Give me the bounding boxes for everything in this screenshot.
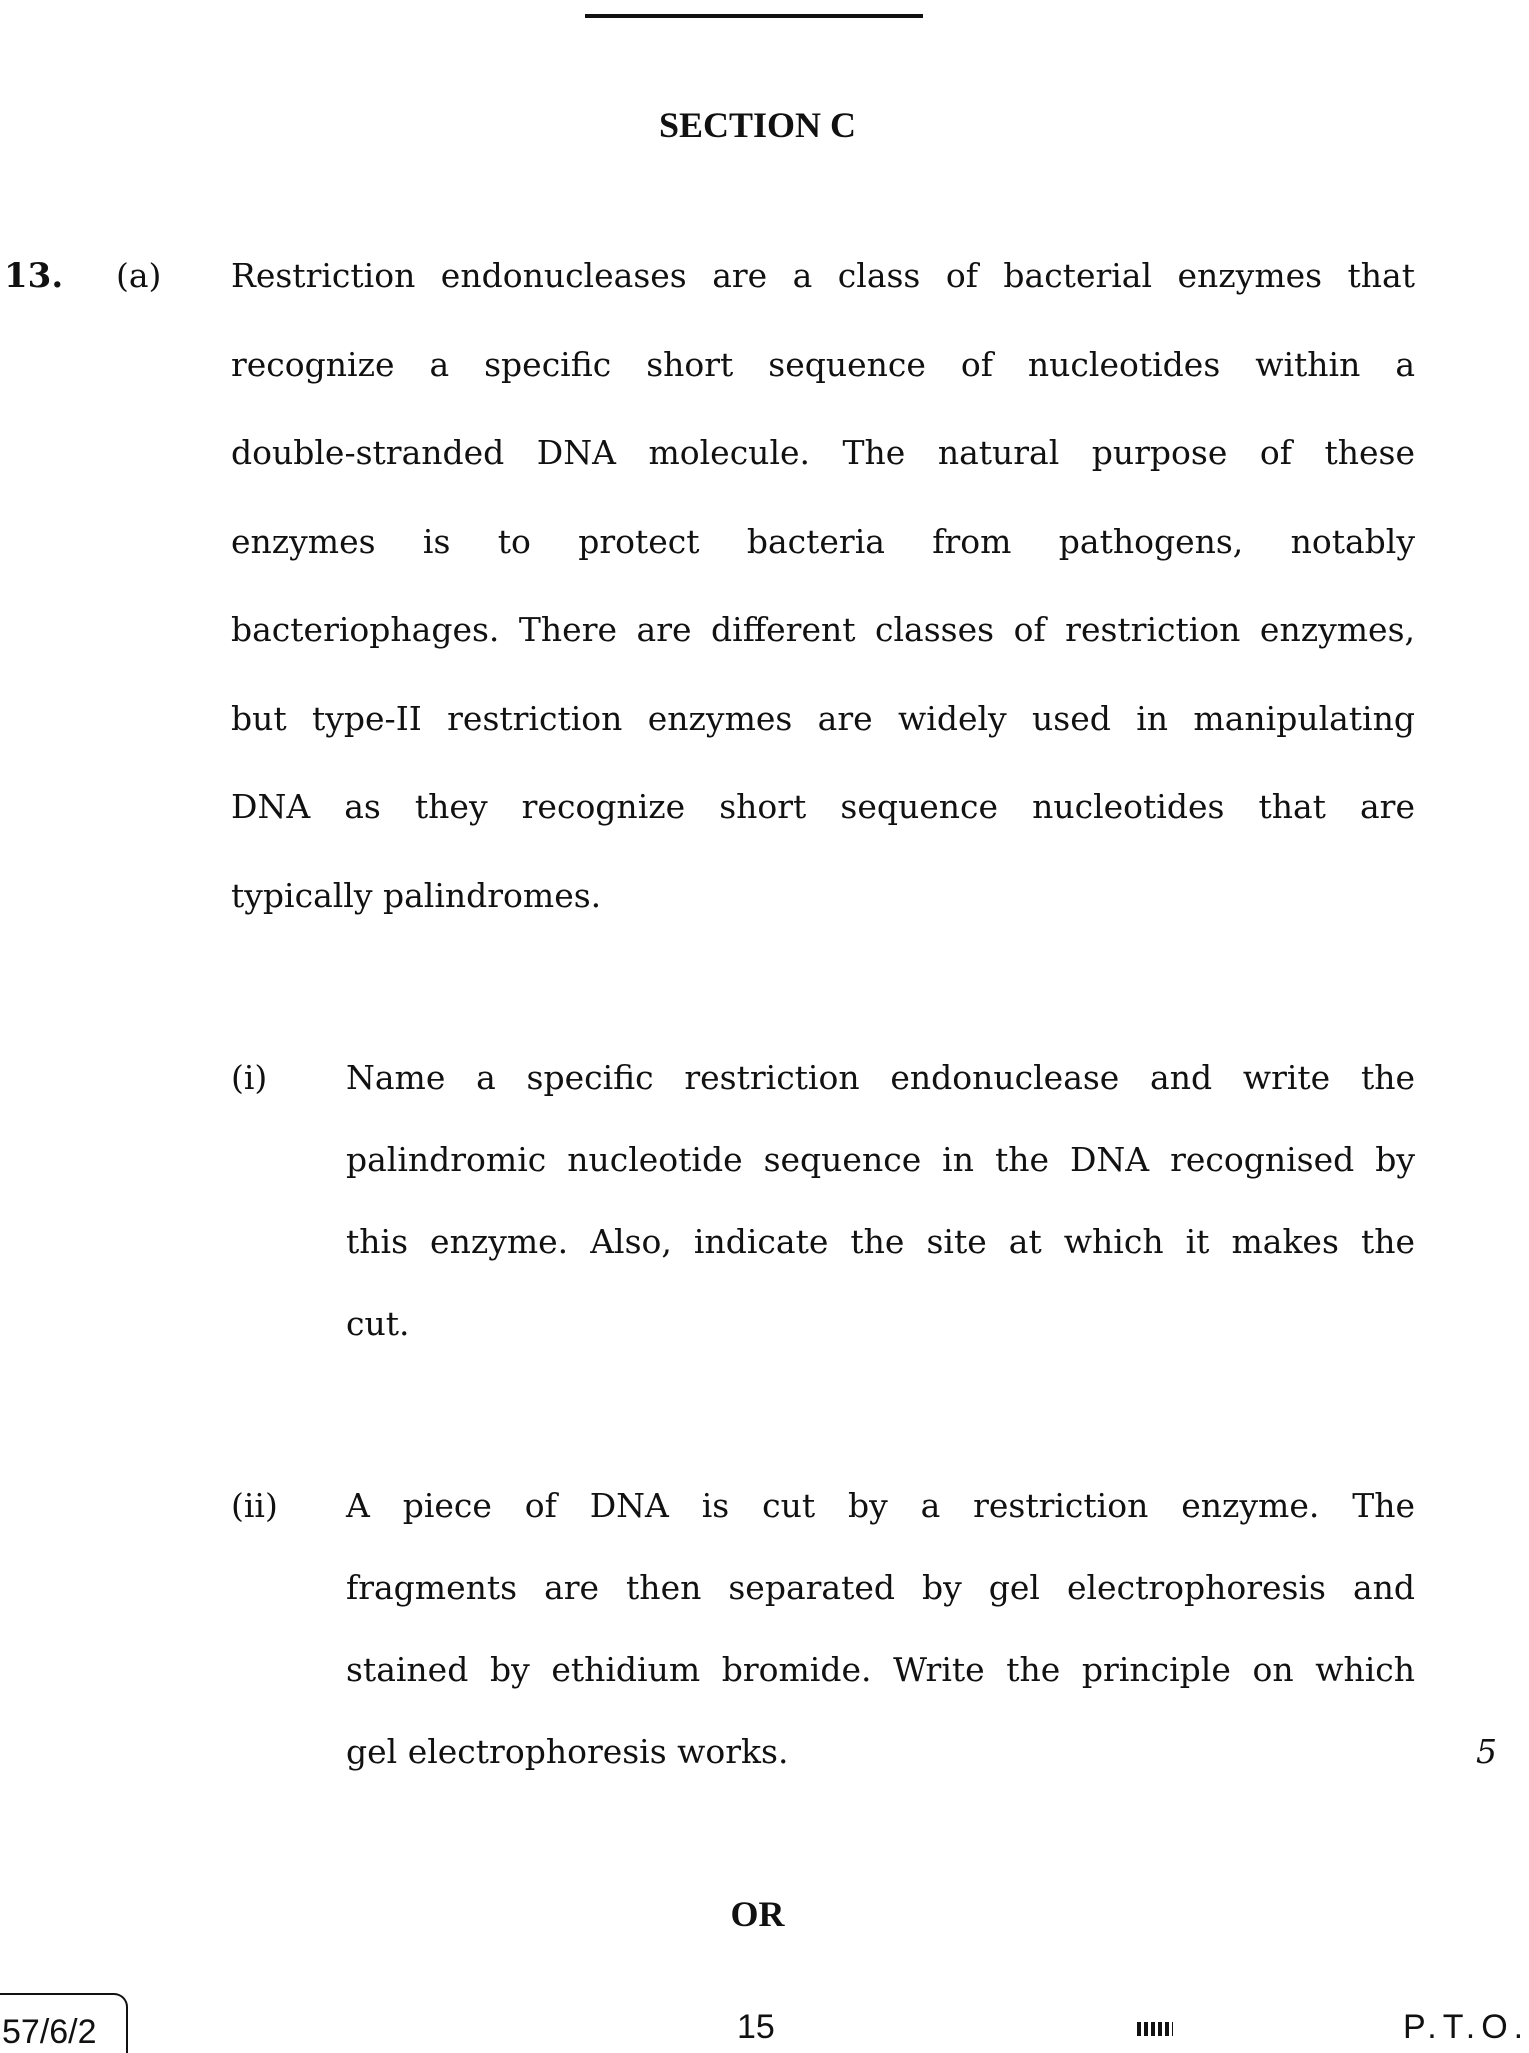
text-line: double-stranded DNA molecule. The natural purpose of these [231, 433, 1415, 472]
text-line: DNA as they recognize short sequence nucleotides that are [231, 787, 1415, 826]
text-line: Restriction endonucleases are a class of bacterial enzymes that [231, 256, 1415, 295]
page-number: 15 [737, 2008, 775, 2046]
subquestion-i [346, 1058, 1415, 1386]
question-paragraph [231, 256, 1415, 964]
or-label: OR [730, 1894, 785, 1934]
text-line: palindromic nucleotide sequence in the DNA recognised by [346, 1140, 1415, 1179]
text-line: this enzyme. Also, indicate the site at which it makes the [346, 1222, 1415, 1261]
top-divider [585, 14, 923, 18]
section-title: SECTION C [658, 105, 857, 145]
pto-label: P.T.O. [1403, 2008, 1529, 2046]
paper-code: 57/6/2 [0, 1993, 128, 2053]
text-line: stained by ethidium bromide. Write the principle on which [346, 1650, 1415, 1689]
subquestion-ii-label: (ii) [231, 1486, 278, 1525]
text-line: cut. [346, 1304, 410, 1343]
question-part-label: (a) [116, 256, 162, 295]
text-line: but type-II restriction enzymes are widely used in manipulating [231, 698, 1415, 738]
qr-code-icon [1137, 2022, 1173, 2036]
subquestion-i-label: (i) [231, 1058, 268, 1097]
text-line: A piece of DNA is cut by a restriction enzyme. The [346, 1486, 1415, 1525]
text-line: gel electrophoresis works. [346, 1732, 789, 1771]
text-line: fragments are then separated by gel electrophoresis and [346, 1568, 1415, 1607]
subquestion-ii [346, 1486, 1415, 1814]
text-line: enzymes is to protect bacteria from pathogens, notably [231, 521, 1415, 561]
text-line: bacteriophages. There are different classes of restriction enzymes, [231, 610, 1415, 649]
text-line: typically palindromes. [231, 875, 602, 915]
question-number: 13. [4, 256, 64, 296]
marks: 5 [1476, 1732, 1497, 1771]
text-line: recognize a specific short sequence of nucleotides within a [231, 344, 1415, 384]
text-line: Name a specific restriction endonuclease and write the [346, 1058, 1415, 1097]
